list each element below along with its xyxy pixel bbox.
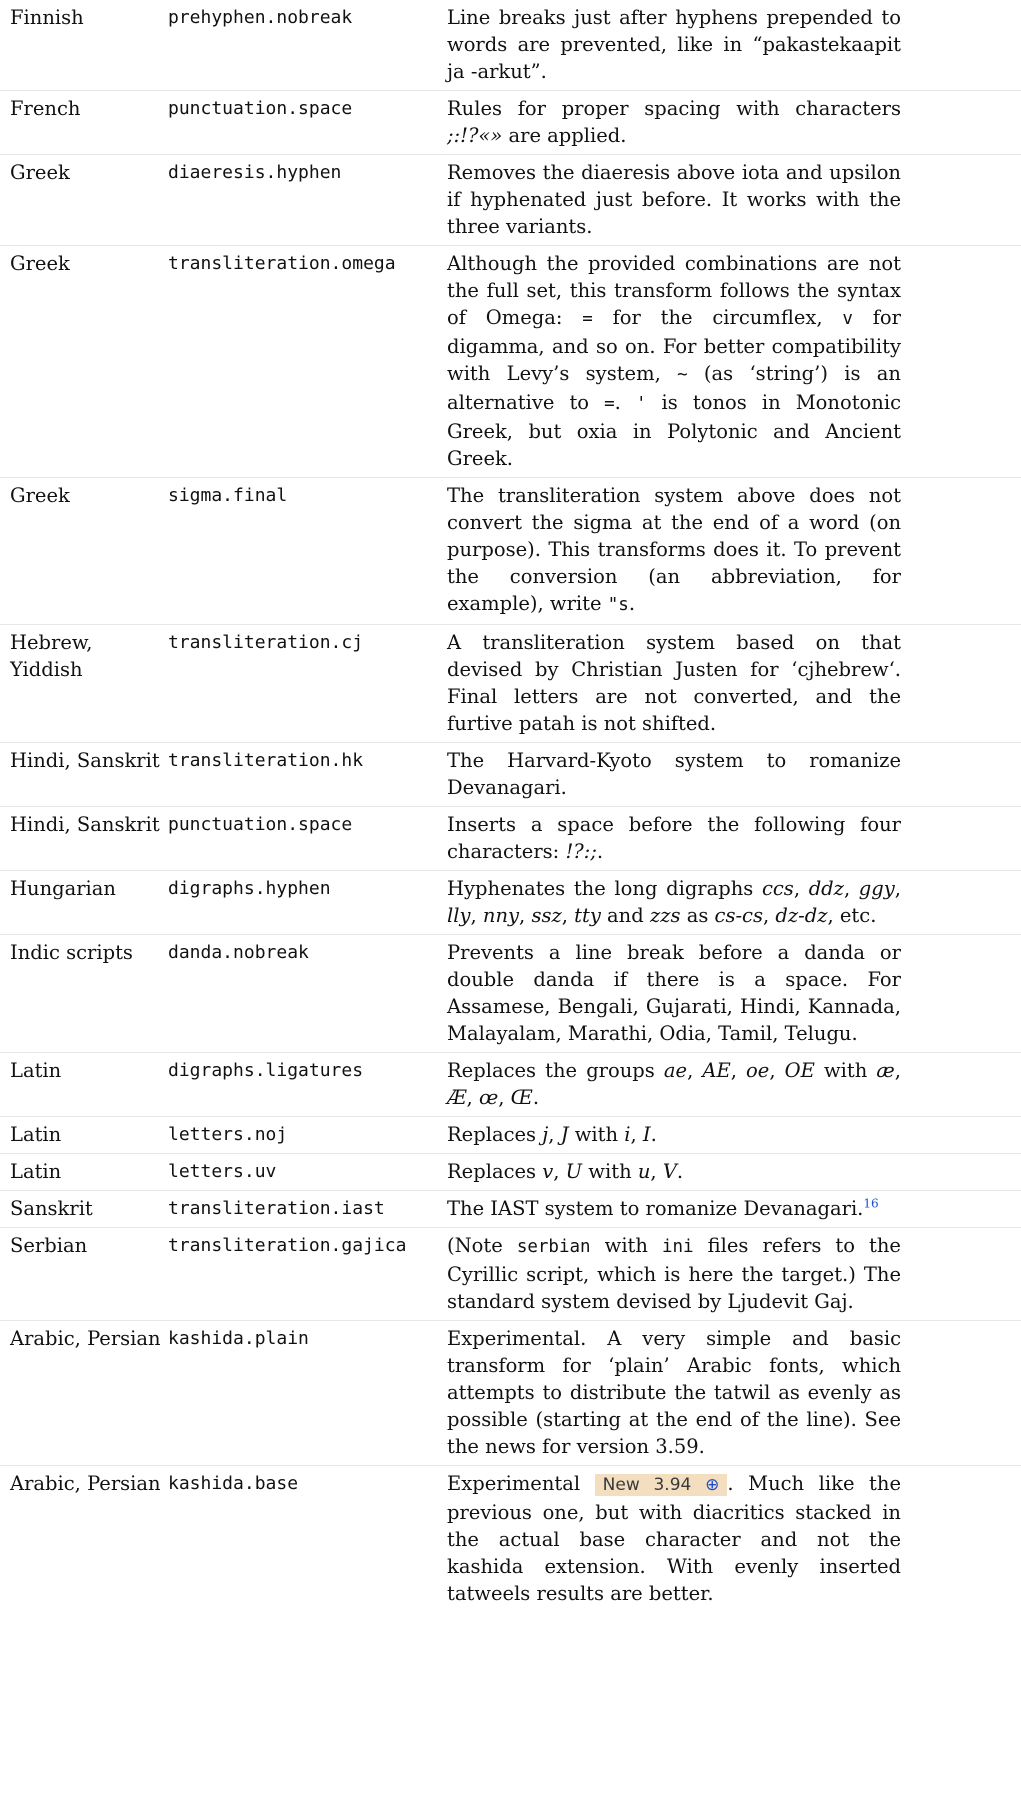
table-row [0, 1228, 1021, 1321]
description-emphasis: Œ [510, 1086, 533, 1109]
description-emphasis: cs-cs [714, 904, 763, 927]
transform-name-cell: letters.uv [168, 1161, 277, 1182]
description-text: , [498, 1086, 511, 1109]
transform-name-cell: letters.noj [168, 1124, 288, 1145]
description-cell: The Harvard-Kyoto system to romanize Devanagari. [447, 749, 901, 799]
description-text: The transliteration system above does not convert the sigma at the end of a word (on purpose). This transforms does it. To prevent the conversion (an abbreviation, for example), write [447, 484, 901, 615]
transform-name-cell: transliteration.gajica [168, 1235, 407, 1256]
language-cell: Hungarian [10, 877, 116, 900]
table-row [0, 807, 1021, 871]
description-text: with [568, 1123, 625, 1146]
new-version-badge[interactable] [595, 1474, 728, 1496]
table-row [0, 155, 1021, 246]
description-text: , [561, 904, 575, 927]
description-text: . [614, 391, 636, 414]
description-text: . [676, 1160, 684, 1183]
description-text: Inserts a space before the following four characters: [447, 813, 901, 863]
description-emphasis: AE [702, 1059, 731, 1082]
table-row [0, 1191, 1021, 1228]
language-cell: Greek [10, 252, 70, 275]
description-cell: Line breaks just after hyphens prepended to words are prevented, like in “pakastekaapit ja -arkut”. [447, 6, 901, 83]
description-emphasis: ggy [858, 877, 895, 900]
description-cell: Experimental. A very simple and basic transform for ‘plain’ Arabic fonts, which attempts to distribute the tatwil as evenly as possible (starting at the end of the line). See the news for version 3.59. [447, 1327, 901, 1458]
transform-name-cell: punctuation.space [168, 98, 353, 119]
table-row [0, 246, 1021, 478]
code-snippet: "s [607, 595, 629, 615]
description-emphasis: V [662, 1160, 677, 1183]
description-emphasis: æ [876, 1059, 895, 1082]
code-snippet: = [582, 309, 593, 329]
table-row [0, 91, 1021, 155]
description-text: , [470, 904, 483, 927]
description-text: with [590, 1234, 662, 1257]
description-emphasis: lly [447, 904, 471, 927]
language-cell: Finnish [10, 6, 84, 29]
description-text: , [466, 1086, 479, 1109]
description-text: Experimental [447, 1472, 595, 1495]
description-emphasis: ddz [808, 877, 844, 900]
table-row [0, 1321, 1021, 1466]
code-snippet: = [604, 394, 615, 414]
description-text: . Much like the previous one, but with diacritics stacked in the actual base character and not the kashida extension. With evenly inserted tatweels results are better. [447, 1472, 901, 1605]
description-emphasis: nny [482, 904, 520, 927]
transform-name-cell: digraphs.ligatures [168, 1060, 364, 1081]
language-cell: Sanskrit [10, 1197, 93, 1220]
footnote-link[interactable]: 16 [863, 1196, 879, 1211]
language-cell: Greek [10, 484, 70, 507]
language-cell: Arabic, Persian [10, 1327, 161, 1350]
badge-label: New 3.94 [602, 1475, 692, 1495]
language-cell: Greek [10, 161, 70, 184]
description-cell: Removes the diaeresis above iota and upsilon if hyphenated just before. It works with the three variants. [447, 161, 901, 238]
description-text: and [600, 904, 650, 927]
description-emphasis: j [542, 1123, 549, 1146]
language-cell: Arabic, Persian [10, 1472, 161, 1495]
description-emphasis: u [637, 1160, 651, 1183]
description-text: , [630, 1123, 643, 1146]
language-cell: Hebrew, Yiddish [10, 631, 93, 681]
description-text: , etc. [827, 904, 877, 927]
description-emphasis: dz-dz [775, 904, 828, 927]
description-text: is tonos in Monotonic Greek, but oxia in Polytonic and Ancient Greek. [447, 391, 901, 470]
description-text: files refers to the Cyrillic script, which is here the target.) The standard system devised by Ljudevit Gaj. [447, 1234, 901, 1313]
description-text: , [687, 1059, 703, 1082]
code-snippet: ' [635, 394, 647, 414]
description-cell [447, 95, 901, 149]
transform-name-cell: kashida.base [168, 1473, 299, 1494]
transform-name-cell: danda.nobreak [168, 942, 309, 963]
description-text: , [894, 1059, 901, 1082]
description-emphasis: zzs [649, 904, 681, 927]
description-text: . [596, 840, 604, 863]
description-cell [447, 1232, 901, 1315]
transform-name-cell: punctuation.space [168, 814, 353, 835]
language-cell: Indic scripts [10, 941, 133, 964]
transform-name-cell: transliteration.cj [168, 632, 364, 653]
table-row [0, 1154, 1021, 1191]
description-text: for digamma, and so on. For better compatibility with Levy’s system, [447, 306, 901, 385]
description-emphasis: ae [663, 1059, 688, 1082]
description-emphasis: oe [746, 1059, 770, 1082]
language-cell: Hindi, Sanskrit [10, 813, 160, 836]
description-emphasis: v [542, 1160, 554, 1183]
description-emphasis: ccs [761, 877, 794, 900]
description-emphasis: !?:; [565, 840, 597, 863]
table-row [0, 1117, 1021, 1154]
description-text: , [762, 904, 776, 927]
transform-name-cell: digraphs.hyphen [168, 878, 331, 899]
transform-name-cell: transliteration.iast [168, 1198, 385, 1219]
description-emphasis: œ [478, 1086, 499, 1109]
table-row [0, 1053, 1021, 1117]
description-emphasis: J [560, 1123, 569, 1146]
description-cell [447, 811, 901, 865]
code-snippet: ~ [677, 365, 688, 385]
code-snippet: ini [661, 1237, 694, 1257]
description-text: (Note [447, 1234, 517, 1257]
description-text: , [843, 877, 859, 900]
plus-circle-icon: ⊕ [705, 1475, 720, 1495]
description-cell [447, 875, 901, 929]
description-text: are applied. [502, 124, 627, 147]
description-text: for the circumflex, [592, 306, 843, 329]
description-emphasis: I [642, 1123, 651, 1146]
description-text: , [730, 1059, 747, 1082]
language-cell: Latin [10, 1059, 62, 1082]
table-row [0, 625, 1021, 743]
description-text: with [582, 1160, 638, 1183]
description-emphasis: OE [784, 1059, 815, 1082]
language-cell: Latin [10, 1160, 62, 1183]
description-cell [447, 1057, 901, 1111]
description-cell [447, 1121, 901, 1148]
description-text: Replaces [447, 1123, 543, 1146]
description-cell [447, 250, 901, 472]
language-cell: French [10, 97, 81, 120]
description-cell: A transliteration system based on that devised by Christian Justen for ‘cjhebrew‘. Final letters are not converted, and the furtive patah is not shifted. [447, 631, 901, 735]
description-text: Although the provided combinations are not the full set, this transform follows the syntax of Omega: [447, 252, 901, 329]
description-text: with [814, 1059, 877, 1082]
description-text: , [553, 1160, 566, 1183]
description-text: . [650, 1123, 657, 1146]
transform-name-cell: diaeresis.hyphen [168, 162, 342, 183]
transform-name-cell: transliteration.hk [168, 750, 364, 771]
description-text: . [628, 592, 636, 615]
description-text: , [769, 1059, 785, 1082]
table-row [0, 935, 1021, 1053]
description-emphasis: ;:!?«» [447, 124, 503, 147]
description-text: , [650, 1160, 663, 1183]
description-cell [447, 1195, 901, 1222]
table-row [0, 0, 1021, 91]
description-text: (as ‘string’) is an alternative to [447, 362, 901, 414]
description-text: . [532, 1086, 540, 1109]
table-row [0, 1466, 1021, 1612]
transform-name-cell: prehyphen.nobreak [168, 7, 353, 28]
language-cell: Hindi, Sanskrit [10, 749, 160, 772]
description-emphasis: ssz [531, 904, 562, 927]
table-row [0, 478, 1021, 625]
code-snippet: v [842, 309, 853, 329]
description-emphasis: i [624, 1123, 631, 1146]
description-emphasis: tty [574, 904, 601, 927]
table-row [0, 871, 1021, 935]
code-snippet: serbian [516, 1237, 591, 1257]
description-text: Replaces [447, 1160, 543, 1183]
transform-name-cell: sigma.final [168, 485, 288, 506]
transform-name-cell: kashida.plain [168, 1328, 309, 1349]
description-text: , [519, 904, 532, 927]
description-text: Rules for proper spacing with characters [447, 97, 901, 120]
description-text: The IAST system to romanize Devanagari. [447, 1197, 864, 1220]
description-emphasis: Æ [447, 1086, 467, 1109]
description-text: Replaces the groups [447, 1059, 664, 1082]
description-text: as [680, 904, 715, 927]
transform-name-cell: transliteration.omega [168, 253, 396, 274]
description-text: , [793, 877, 809, 900]
language-cell: Serbian [10, 1234, 88, 1257]
description-cell [447, 482, 901, 619]
description-emphasis: U [565, 1160, 583, 1183]
language-cell: Latin [10, 1123, 62, 1146]
description-text: , [548, 1123, 561, 1146]
description-text: , [894, 877, 901, 900]
description-cell [447, 1158, 901, 1185]
description-cell: Prevents a line break before a danda or double danda if there is a space. For Assamese, Bengali, Gujarati, Hindi, Kannada, Malayalam, Marathi, Odia, Tamil, Telugu. [447, 941, 901, 1045]
table-row [0, 743, 1021, 807]
description-text: Hyphenates the long digraphs [447, 877, 762, 900]
description-cell [447, 1470, 901, 1607]
